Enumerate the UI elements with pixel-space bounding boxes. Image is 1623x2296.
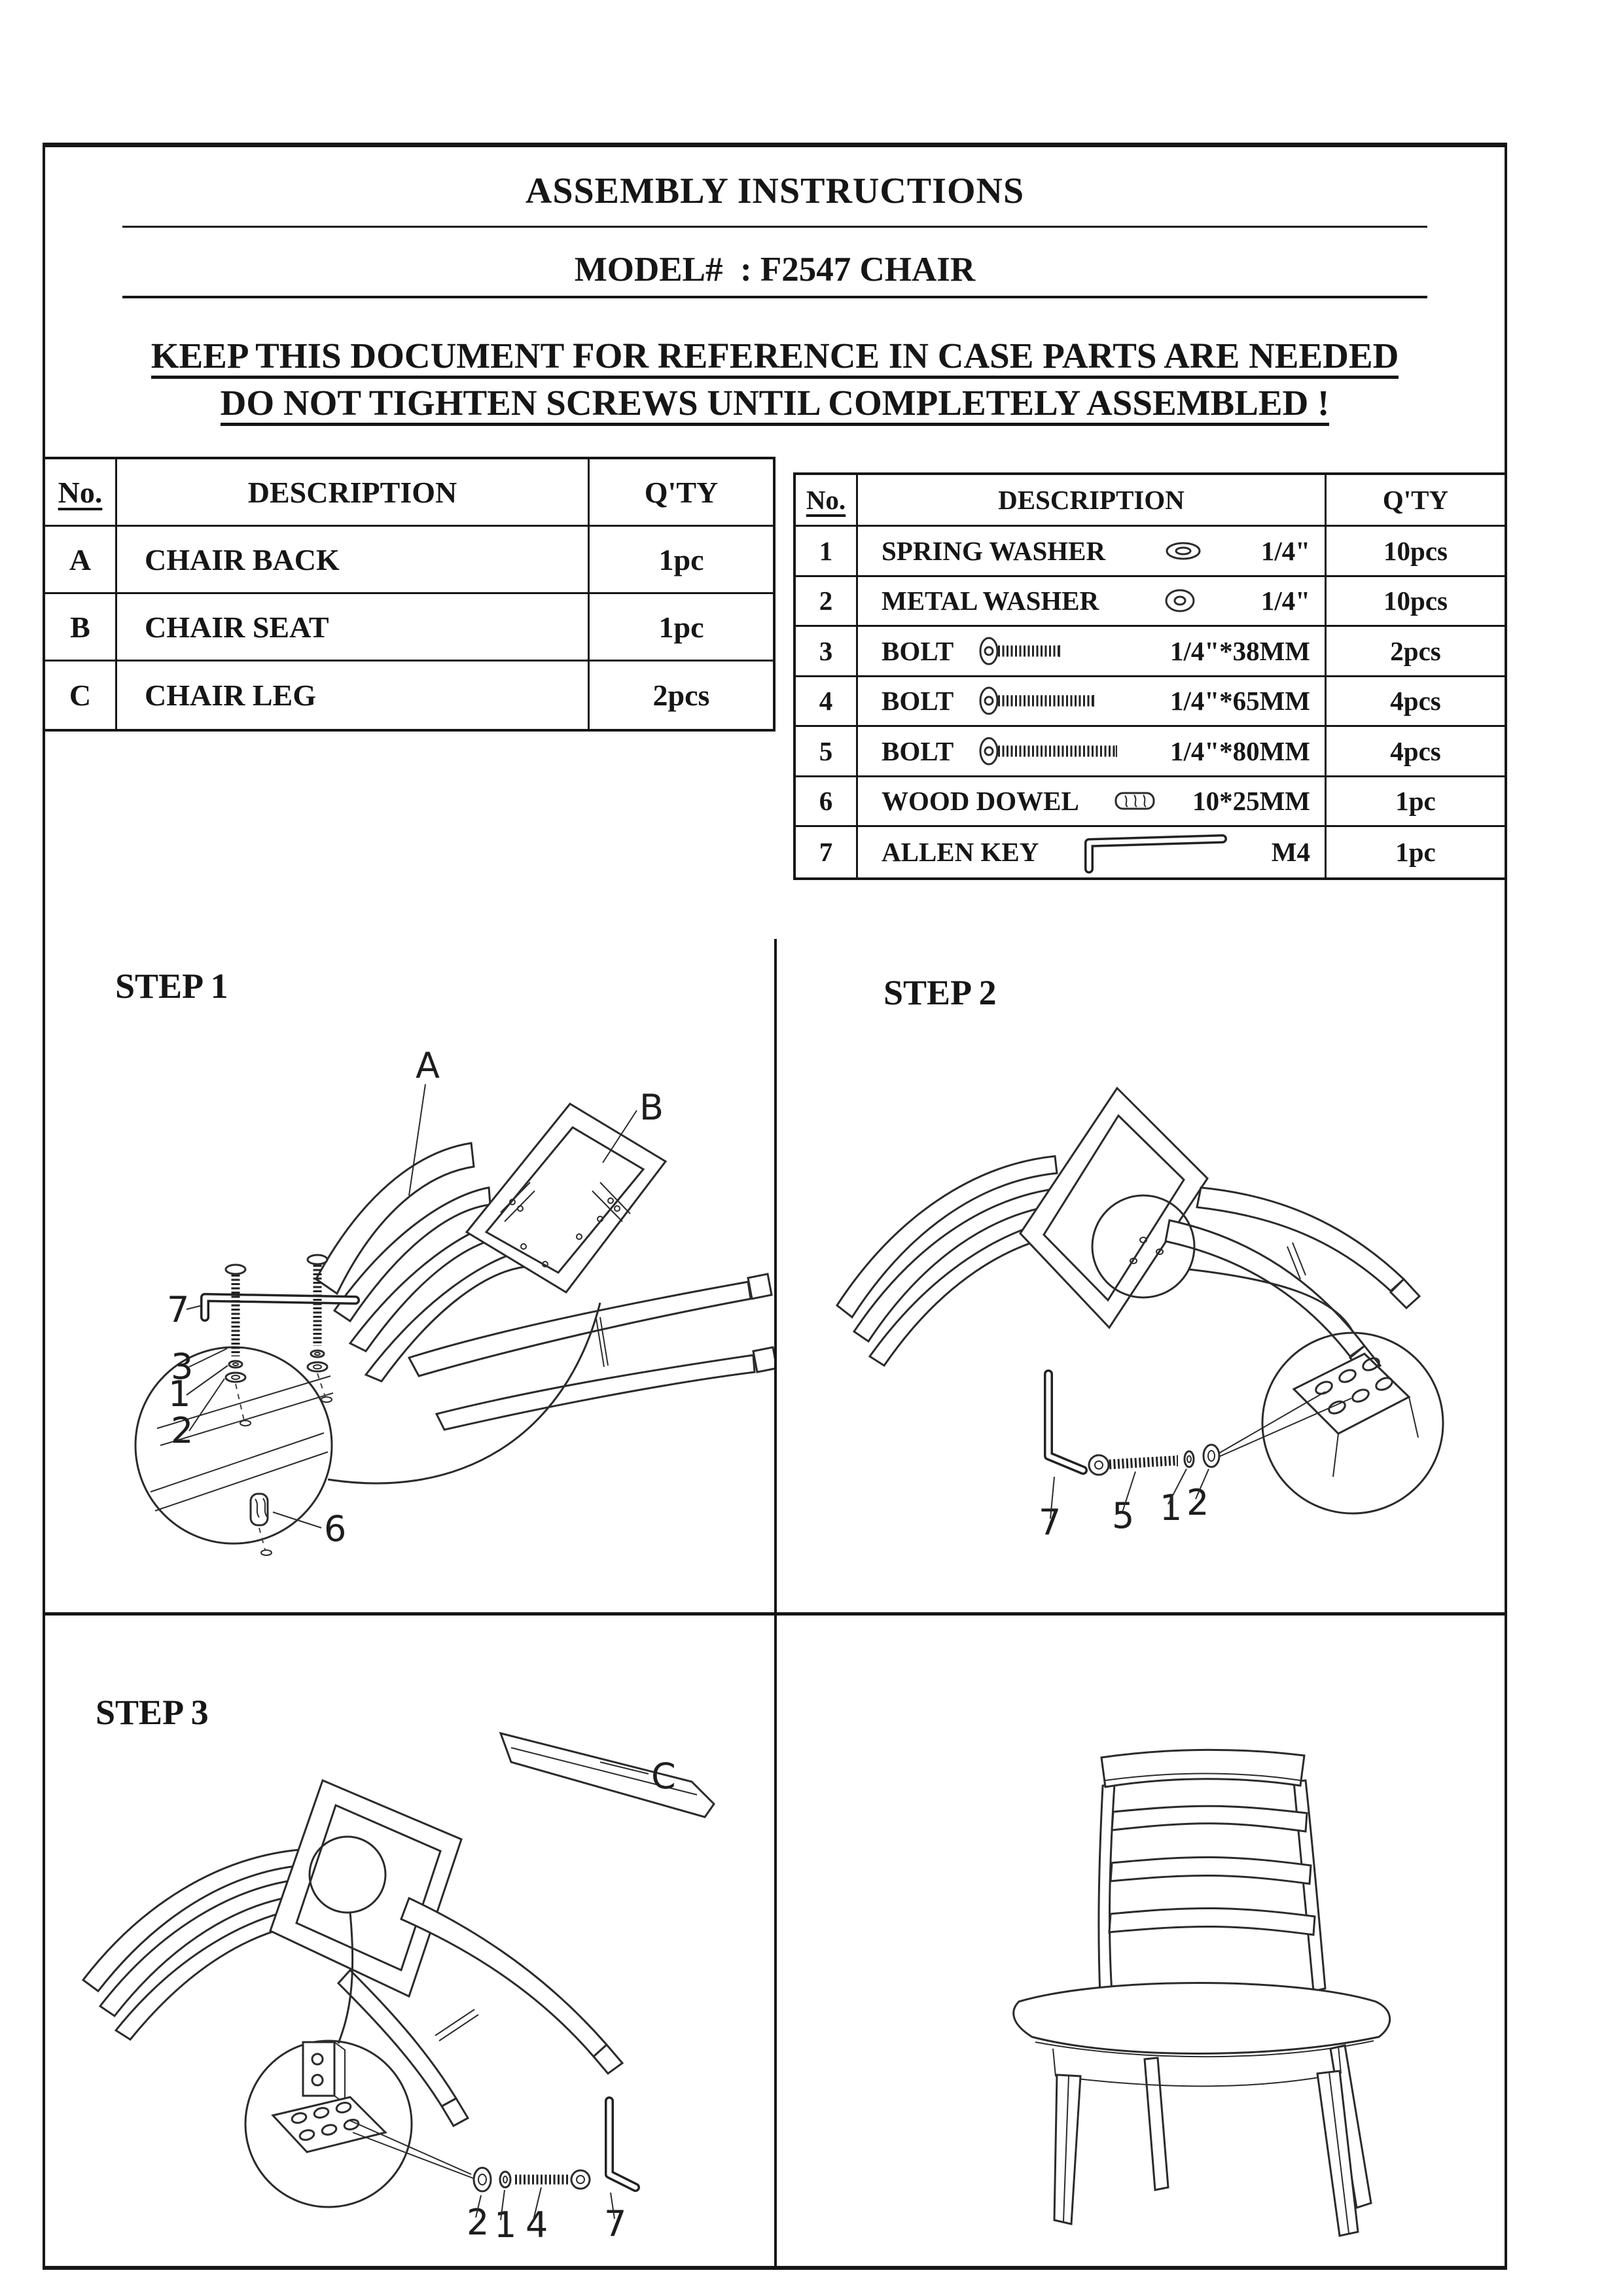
hw-row-1-qty: 10pcs — [1327, 527, 1505, 577]
header-divider-line-2 — [122, 296, 1427, 298]
hw-row-3-no: 3 — [796, 627, 858, 677]
hw-row-3-iconwrap — [959, 635, 1165, 667]
hw-row-4-no: 4 — [796, 677, 858, 728]
hardware-table — [793, 472, 1507, 880]
hardware-table-header-qty: Q'TY — [1327, 475, 1505, 527]
spring-washer-icon — [500, 2172, 510, 2187]
step1-hw-label-spring: 1 — [168, 1373, 191, 1415]
warning-line-2-text: DO NOT TIGHTEN SCREWS UNTIL COMPLETELY ASSEMBLED ! — [221, 385, 1330, 426]
hw-row-7-name: ALLEN KEY — [882, 837, 1039, 868]
chair-assembly — [837, 1088, 1419, 1376]
bolt-icon — [226, 1265, 245, 1356]
metal-washer-icon — [308, 1362, 327, 1371]
hw-row-1-iconwrap — [1111, 537, 1256, 565]
warning-line-1-text: KEEP THIS DOCUMENT FOR REFERENCE IN CASE PARTS ARE NEEDED — [151, 338, 1399, 379]
bolt-icon — [515, 2170, 590, 2189]
hw-row-6-name: WOOD DOWEL — [882, 786, 1079, 817]
wood-dowel-icon — [1109, 786, 1162, 815]
hw-row-5-no: 5 — [796, 727, 858, 777]
step1-diagram — [43, 939, 774, 1612]
hw-row-6-iconwrap — [1084, 786, 1187, 815]
parts-row-a-qty: 1pc — [590, 527, 773, 594]
hw-row-1-size: 1/4" — [1260, 535, 1310, 566]
step3-part-label-c: C — [651, 1756, 676, 1797]
allen-key-icon — [609, 2101, 635, 2187]
hw-row-5-qty: 4pcs — [1327, 727, 1505, 777]
bolt-short-icon — [977, 635, 1069, 667]
wood-dowel-icon — [251, 1494, 268, 1525]
step1-hw-label-allen: 7 — [167, 1289, 190, 1330]
parts-row-b-description: CHAIR SEAT — [117, 594, 590, 662]
hw-row-2-qty: 10pcs — [1327, 577, 1505, 627]
hw-row-5-name: BOLT — [882, 735, 954, 766]
hw-row-6-size: 10*25MM — [1192, 786, 1310, 817]
hw-row-2-name: METAL WASHER — [882, 586, 1099, 616]
steps-horizontal-divider — [43, 1612, 1507, 1616]
header-divider-line-1 — [122, 226, 1427, 228]
chair-leg-part — [501, 1733, 714, 1817]
hw-row-1-no: 1 — [796, 527, 858, 577]
step1-title: STEP 1 — [115, 966, 228, 1006]
bolt-medium-icon — [977, 685, 1101, 716]
hw-row-2-iconwrap — [1104, 586, 1256, 616]
parts-row-a-no: A — [45, 527, 117, 594]
finished-chair-diagram — [777, 1617, 1507, 2269]
spring-washer-icon — [1160, 537, 1207, 565]
bolt-long-icon — [977, 735, 1124, 767]
step2-title: STEP 2 — [883, 973, 997, 1012]
hardware-table-header-no: No. — [796, 475, 858, 527]
hw-row-7-no: 7 — [796, 827, 858, 877]
step2-hw-label-spring: 1 — [1160, 1487, 1183, 1528]
hw-row-3-qty: 2pcs — [1327, 627, 1505, 677]
step3-hw-label-allen: 7 — [604, 2203, 627, 2244]
hw-row-5-iconwrap — [959, 735, 1165, 767]
parts-row-b-no: B — [45, 594, 117, 662]
hw-row-1-name: SPRING WASHER — [882, 535, 1106, 566]
metal-washer-icon — [474, 2168, 491, 2191]
step2-hw-label-allen: 7 — [1039, 1502, 1061, 1543]
hw-row-3-name: BOLT — [882, 635, 954, 666]
parts-table-header-no: No. — [45, 459, 117, 527]
parts-row-b-qty: 1pc — [590, 594, 773, 662]
step3-title: STEP 3 — [96, 1693, 209, 1732]
step3-hw-label-spring: 1 — [494, 2204, 517, 2246]
hw-row-5-size: 1/4"*80MM — [1169, 735, 1310, 766]
parts-table — [43, 457, 776, 732]
chair-legs-part — [409, 1274, 774, 1430]
step1-hw-label-bolt: 3 — [171, 1346, 194, 1387]
spring-washer-icon — [229, 1361, 242, 1368]
hw-row-1-description — [858, 527, 1327, 577]
hw-row-5-description — [858, 727, 1327, 777]
spring-washer-icon — [1185, 1451, 1194, 1467]
hardware-table-header-description: DESCRIPTION — [858, 475, 1327, 527]
hw-row-6-qty: 1pc — [1327, 777, 1505, 828]
step1-hw-label-metal: 2 — [171, 1410, 194, 1451]
hw-row-2-no: 2 — [796, 577, 858, 627]
step3-hw-label-metal: 2 — [467, 2202, 490, 2243]
step1-part-label-b: B — [639, 1087, 664, 1128]
hw-row-6-description — [858, 777, 1327, 828]
hw-row-6-no: 6 — [796, 777, 858, 828]
hw-row-7-size: M4 — [1271, 837, 1310, 868]
step3-callout-detail — [273, 2042, 385, 2152]
step3-diagram — [43, 1617, 774, 2269]
metal-washer-icon — [1204, 1445, 1219, 1467]
page-title: ASSEMBLY INSTRUCTIONS — [525, 171, 1025, 211]
parts-row-a-description: CHAIR BACK — [117, 527, 590, 594]
hw-row-4-description — [858, 677, 1327, 728]
hw-row-7-qty: 1pc — [1395, 837, 1436, 868]
bolt-icon — [1089, 1455, 1177, 1475]
step1-part-label-a: A — [416, 1045, 440, 1086]
parts-row-c-description: CHAIR LEG — [117, 662, 590, 729]
parts-table-header-qty: Q'TY — [590, 459, 773, 527]
hw-row-4-qty: 4pcs — [1327, 677, 1505, 728]
hw-row-4-name: BOLT — [882, 686, 954, 716]
parts-table-header-description: DESCRIPTION — [117, 459, 590, 527]
step2-hw-label-bolt: 5 — [1112, 1495, 1135, 1536]
parts-row-c-qty: 2pcs — [652, 679, 710, 712]
hw-row-7-iconwrap — [1044, 830, 1266, 874]
hw-row-3-size: 1/4"*38MM — [1169, 635, 1310, 666]
hw-row-7-description — [858, 827, 1327, 877]
step1-leader-metal — [189, 1379, 224, 1431]
finished-chair — [1014, 1750, 1390, 2236]
step1-leader-dowel — [273, 1512, 321, 1528]
step2-diagram — [777, 939, 1507, 1612]
allen-key-icon — [1079, 830, 1232, 874]
hw-row-4-iconwrap — [959, 685, 1165, 716]
metal-washer-icon — [226, 1373, 245, 1382]
spring-washer-icon — [311, 1351, 324, 1357]
metal-washer-icon — [1156, 586, 1204, 616]
step3-hw-label-bolt: 4 — [526, 2204, 548, 2246]
step2-hw-label-metal: 2 — [1186, 1482, 1209, 1523]
step1-hw-label-dowel: 6 — [324, 1508, 347, 1549]
model-number-line: MODEL# : F2547 CHAIR — [574, 251, 976, 289]
allen-key-icon — [205, 1298, 355, 1317]
hw-row-2-description — [858, 577, 1327, 627]
parts-row-c-no: C — [45, 662, 117, 729]
hw-row-2-size: 1/4" — [1260, 586, 1310, 616]
warning-line-2 — [43, 385, 1507, 426]
hw-row-3-description — [858, 627, 1327, 677]
hw-row-4-size: 1/4"*65MM — [1169, 686, 1310, 716]
allen-key-icon — [1048, 1374, 1083, 1470]
warning-line-1 — [43, 338, 1507, 379]
